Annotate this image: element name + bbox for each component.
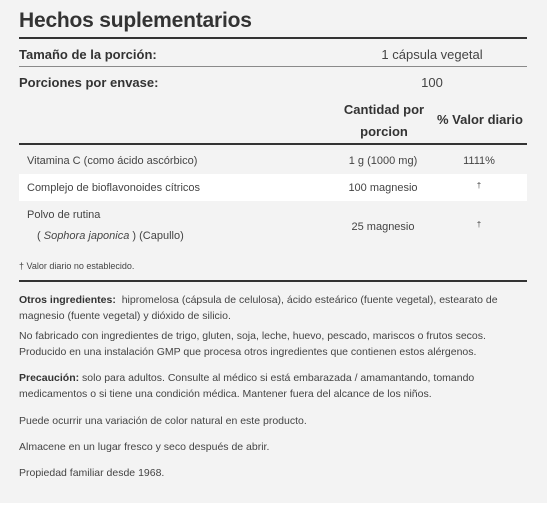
amount-header-line2: porcion: [360, 124, 408, 139]
serving-divider: [19, 66, 527, 67]
title-divider: [19, 37, 527, 39]
table-row: [19, 201, 527, 253]
plant-part: ) (Capullo): [132, 230, 184, 242]
color-variation-note: Puede ocurrir una variación de color natural en este producto.: [19, 415, 307, 427]
nutrient-botanical-source: [37, 230, 184, 242]
nutrient-amount: 25 magnesio: [351, 221, 415, 233]
table-top-divider: [19, 143, 527, 145]
amount-header-line1: Cantidad por: [343, 102, 425, 117]
nutrient-name: Complejo de bioflavonoides cítricos: [27, 182, 201, 194]
nutrient-name: Polvo de rutina: [27, 209, 101, 221]
table-row: [19, 174, 527, 201]
allergen-statement: No fabricado con ingredientes de trigo, gluten, soja, leche, huevo, pescado, mariscos o frutos secos. Producido en una instalación GMP que procesa otros ingredientes que contienen estos alérgenos.: [19, 330, 486, 358]
caution-text: solo para adultos. Consulte al médico si está embarazada / amamantando, tomando medicamentos o si tiene una condición médica. Mantener fuera del alcance de los niños.: [19, 372, 475, 400]
nutrient-daily-value: †: [476, 220, 482, 229]
other-ingredients-label: Otros ingredientes:: [19, 294, 116, 306]
storage-instructions: Almacene en un lugar fresco y seco después de abrir.: [19, 441, 270, 453]
family-owned-note: Propiedad familiar desde 1968.: [19, 467, 165, 479]
caution-statement: [19, 370, 529, 402]
servings-per-container-value: 100: [421, 75, 443, 90]
nutrient-daily-value: †: [476, 181, 482, 190]
nutrient-amount: 1 g (1000 mg): [348, 155, 418, 167]
table-row: [19, 147, 527, 174]
panel-title: Hechos suplementarios: [19, 9, 252, 32]
servings-per-container-label: Porciones por envase:: [19, 75, 159, 90]
serving-size-label: Tamaño de la porción:: [19, 47, 157, 62]
serving-size-value: 1 cápsula vegetal: [381, 47, 483, 62]
daily-value-header: % Valor diario: [437, 112, 523, 127]
caution-label: Precaución:: [19, 372, 80, 384]
other-ingredients: [19, 292, 529, 324]
nutrient-daily-value: 1111%: [463, 155, 495, 167]
nutrient-amount: 100 magnesio: [348, 182, 418, 194]
nutrient-name: Vitamina C (como ácido ascórbico): [27, 155, 198, 167]
other-ingredients-text: hipromelosa (cápsula de celulosa), ácido esteárico (fuente vegetal), estearato de magnesio (fuente vegetal) y dióxido de silicio.: [19, 294, 498, 322]
table-bottom-divider: [19, 280, 527, 282]
amount-per-serving-header: [334, 99, 434, 143]
paren-open: (: [37, 230, 41, 242]
footnote: † Valor diario no establecido.: [19, 261, 135, 271]
botanical-name: Sophora japonica: [43, 230, 130, 242]
